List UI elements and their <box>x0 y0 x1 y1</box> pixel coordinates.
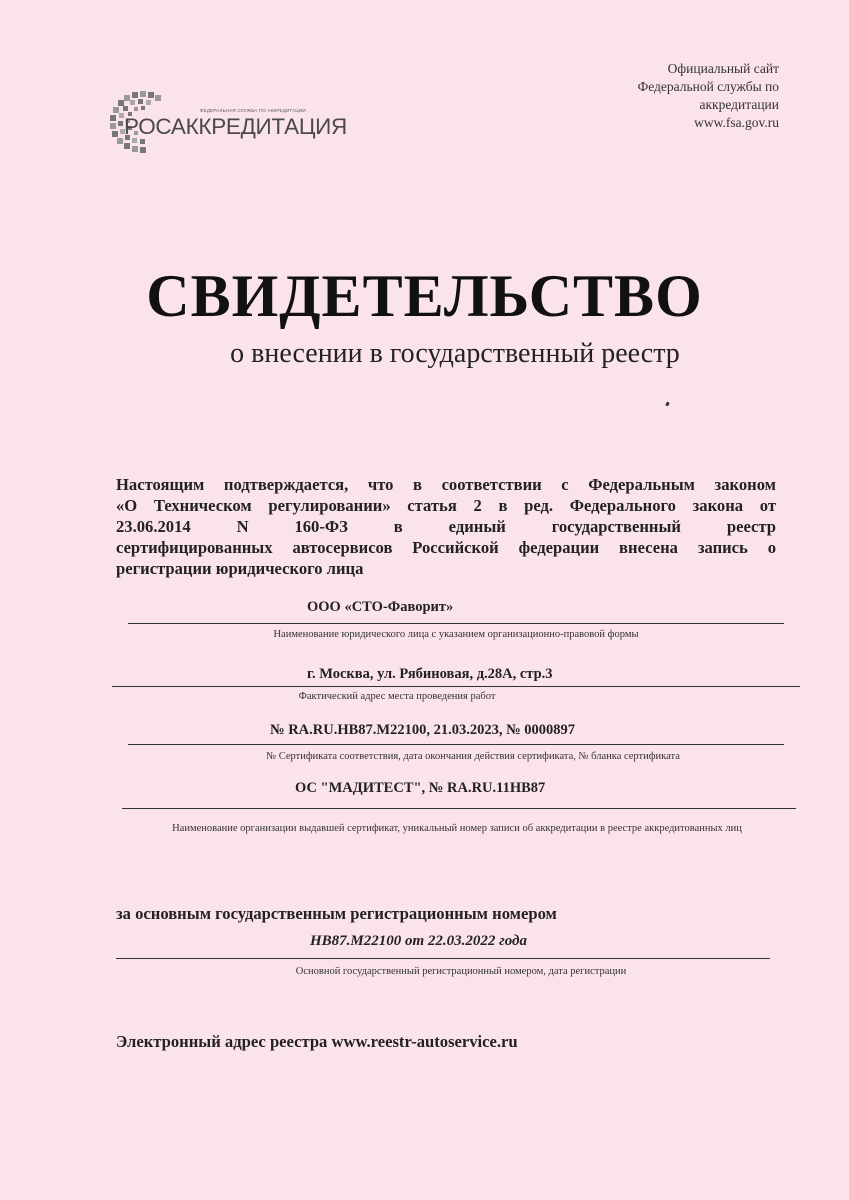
intro-line: 23.06.2014 N 160-ФЗ в единый государственный реестр <box>116 517 776 536</box>
logo-small-text: ФЕДЕРАЛЬНАЯ СЛУЖБА ПО АККРЕДИТАЦИИ <box>200 108 306 113</box>
official-site-line: аккредитации <box>699 97 779 112</box>
logo-main-text: РОСАККРЕДИТАЦИЯ <box>124 114 347 139</box>
registration-caption: Основной государственный регистрационный номером, дата регистрации <box>295 966 627 977</box>
official-site-line: Официальный сайт <box>667 61 779 76</box>
document-subtitle: о внесении в государственный реестр <box>230 338 680 369</box>
certificate-value: № RA.RU.HB87.M22100, 21.03.2023, № 0000897 <box>270 722 576 738</box>
official-site-url: www.fsa.gov.ru <box>694 115 779 130</box>
legal-name-caption: Наименование юридического лица с указанием организационно-правовой формы <box>273 629 639 640</box>
address-value: г. Москва, ул. Рябиновая, д.28А, стр.3 <box>307 666 553 682</box>
issuer-value: ОС "МАДИТЕСТ", № RA.RU.11HB87 <box>295 780 546 796</box>
official-site-block <box>638 60 779 132</box>
registration-heading: за основным государственным регистрационным номером <box>116 904 557 923</box>
document-title: СВИДЕТЕЛЬСТВО <box>146 263 703 329</box>
official-site-line: Федеральной службы по <box>637 79 779 94</box>
registration-number: HB87.M22100 от 22.03.2022 года <box>310 933 527 949</box>
registry-email: Электронный адрес реестра www.reestr-autoservice.ru <box>116 1032 518 1051</box>
registration-underline <box>116 958 770 959</box>
address-caption: Фактический адрес места проведения работ <box>298 691 496 702</box>
address-underline <box>112 686 800 687</box>
intro-line: регистрации юридического лица <box>116 559 364 578</box>
certificate-caption: № Сертификата соответствия, дата окончания действия сертификата, № бланка сертификата <box>266 751 680 762</box>
rosakkreditatsiya-logo <box>108 90 348 154</box>
intro-line: сертифицированных автосервисов Российской федерации внесена запись о <box>116 538 776 557</box>
certificate-underline <box>128 744 784 745</box>
scan-speck <box>665 402 670 407</box>
legal-name-underline <box>128 623 784 624</box>
intro-line: Настоящим подтверждается, что в соответствии с Федеральным законом <box>116 475 776 494</box>
legal-name-value: ООО «СТО-Фаворит» <box>307 599 454 615</box>
issuer-caption: Наименование организации выдавшей сертификат, уникальный номер записи об аккредитации в реестре аккредитованных лиц <box>172 823 742 834</box>
intro-line: «О Техническом регулировании» статья 2 в ред. Федерального закона от <box>116 496 776 515</box>
issuer-underline <box>122 808 796 809</box>
intro-paragraph <box>116 474 776 579</box>
